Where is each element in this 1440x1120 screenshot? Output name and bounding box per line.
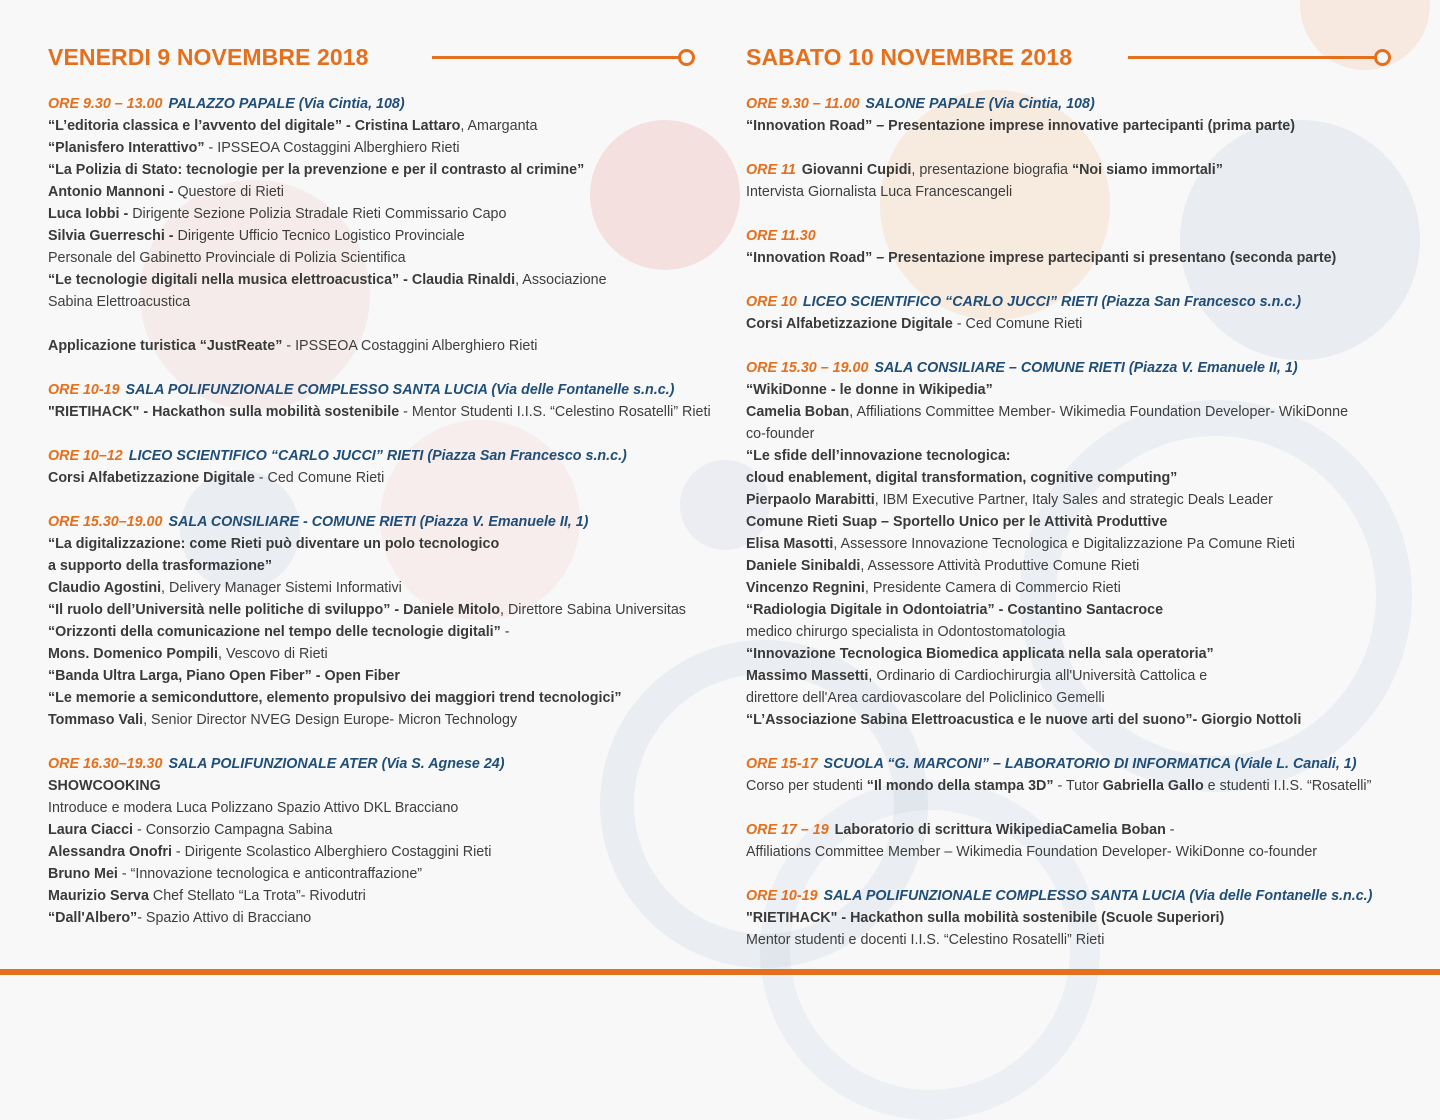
spacer: [746, 269, 1426, 291]
session-venue: SCUOLA “G. MARCONI” – LABORATORIO DI INFORMATICA (Viale L. Canali, 1): [823, 756, 1357, 772]
line-bold: “Dall'Albero”: [48, 910, 138, 926]
program-line: [48, 819, 708, 841]
session-venue: LICEO SCIENTIFICO “CARLO JUCCI” RIETI (Piazza San Francesco s.n.c.): [128, 448, 627, 464]
session-header-text: [746, 756, 1357, 772]
line-text: - Ced Comune Rieti: [952, 316, 1083, 332]
program-line: [746, 907, 1426, 929]
line-text: - Dirigente Scolastico Alberghiero Costaggini Rieti: [171, 844, 492, 860]
talk-title: “Noi siamo immortali”: [1071, 162, 1223, 178]
session-time: ORE 10: [746, 294, 797, 310]
line-bold: SHOWCOOKING: [48, 778, 161, 794]
program-line: [48, 115, 708, 137]
session-time: ORE 11.30: [746, 228, 816, 244]
session-time: ORE 15.30 – 19.00: [746, 360, 869, 376]
program-line: [746, 929, 1426, 951]
program-line: [746, 841, 1426, 863]
line-text: , Associazione: [515, 272, 607, 288]
program-line: [746, 533, 1426, 555]
session-header-text: [48, 756, 504, 772]
program-line: [48, 203, 708, 225]
line-text: - “Innovazione tecnologica e anticontraffazione”: [117, 866, 423, 882]
line-bold: “Orizzonti della comunicazione nel tempo delle tecnologie digitali”: [48, 624, 501, 640]
line-text: - Mentor Studenti I.I.S. “Celestino Rosatelli” Rieti: [399, 404, 711, 420]
program-line: [48, 577, 708, 599]
line-bold: “La Polizia di Stato: tecnologie per la prevenzione e per il contrasto al crimine”: [48, 162, 585, 178]
program-line: [746, 159, 1426, 181]
day-title: SABATO 10 NOVEMBRE 2018: [746, 44, 1073, 70]
day-column-saturday: [746, 0, 1426, 960]
line-text: Introduce e modera Luca Polizzano Spazio Attivo DKL Bracciano: [48, 800, 459, 816]
program-list: [48, 93, 711, 929]
line-bold: “Planisfero Interattivo”: [48, 140, 205, 156]
program-line: [48, 775, 708, 797]
spacer: [48, 313, 708, 335]
footer-bar: [0, 969, 1440, 975]
program-line: [746, 643, 1426, 665]
line-text: , Presidente Camera di Commercio Rieti: [864, 580, 1121, 596]
program-line: [746, 819, 1426, 841]
line-bold: Massimo Massetti: [746, 668, 869, 684]
session-header-text: [746, 294, 1301, 310]
line-text: Affiliations Committee Member – Wikimedia Foundation Developer- WikiDonne co-founder: [746, 844, 1318, 860]
line-bold: cloud enablement, digital transformation, cognitive computing”: [746, 470, 1178, 486]
session-venue: PALAZZO PAPALE (Via Cintia, 108): [168, 96, 405, 112]
line-bold: “L’editoria classica e l’avvento del digitale” - Cristina Lattaro: [48, 118, 461, 134]
program-line: [746, 775, 1426, 797]
program-line: [48, 555, 708, 577]
program-line: [746, 709, 1426, 731]
line-bold: Alessandra Onofri: [48, 844, 172, 860]
line-bold: Laura Ciacci: [48, 822, 134, 838]
program-line: [746, 401, 1426, 423]
program-line: [48, 885, 708, 907]
title-divider-dot: [1374, 49, 1391, 66]
session-venue: SALA POLIFUNZIONALE COMPLESSO SANTA LUCIA (Via delle Fontanelle s.n.c.): [125, 382, 675, 398]
line-bold: Silvia Guerreschi -: [48, 228, 174, 244]
line-text: , Delivery Manager Sistemi Informativi: [161, 580, 402, 596]
program-line: [48, 401, 711, 423]
spacer: [746, 203, 1426, 225]
session-venue: SALA POLIFUNZIONALE COMPLESSO SANTA LUCIA (Via delle Fontanelle s.n.c.): [823, 888, 1373, 904]
program-line: [48, 291, 708, 313]
line-bold: Elisa Masotti: [746, 536, 834, 552]
session-header: [48, 379, 708, 401]
session-header-text: [746, 360, 1298, 376]
program-line: [746, 181, 1426, 203]
line-bold: Camelia Boban: [746, 404, 850, 420]
line-bold: Comune Rieti Suap – Sportello Unico per le Attività Produttive: [746, 514, 1168, 530]
program-line: [746, 247, 1426, 269]
session-time: ORE 15.30–19.00: [48, 514, 163, 530]
session-header: [746, 357, 1426, 379]
program-line: [48, 687, 708, 709]
session-header-text: [48, 448, 627, 464]
line-bold: Maurizio Serva: [48, 888, 149, 904]
program-line: [48, 621, 708, 643]
session-time: ORE 10-19: [746, 888, 818, 904]
session-time: ORE 10-19: [48, 382, 120, 398]
title-divider-dot: [678, 49, 695, 66]
session-time: ORE 17 – 19: [746, 822, 829, 838]
line-text: co-founder: [746, 426, 815, 442]
day-title: VENERDI 9 NOVEMBRE 2018: [48, 44, 369, 70]
session-time: ORE 9.30 – 11.00: [746, 96, 860, 112]
title-divider: [1128, 56, 1376, 59]
line-bold: Mons. Domenico Pompili: [48, 646, 218, 662]
spacer: [48, 357, 708, 379]
session-time-wrap: [746, 162, 802, 178]
line-text: , presentazione biografia: [911, 162, 1072, 178]
session-header-text: [746, 228, 822, 244]
line-text: e studenti I.I.S. “Rosatelli”: [1203, 778, 1372, 794]
program-line: [48, 181, 708, 203]
title-divider: [432, 56, 680, 59]
program-line: [48, 269, 708, 291]
program-line: [746, 621, 1426, 643]
program-line: [48, 665, 708, 687]
spacer: [746, 137, 1426, 159]
session-header: [746, 93, 1426, 115]
program-line: [746, 115, 1426, 137]
line-text: Corso per studenti: [746, 778, 867, 794]
session-header: [746, 885, 1426, 907]
session-header-text: [746, 96, 1095, 112]
line-text: - Tutor: [1053, 778, 1103, 794]
line-text: -: [1165, 822, 1175, 838]
line-bold: Bruno Mei: [48, 866, 118, 882]
line-bold: “Il ruolo dell’Università nelle politiche di sviluppo” - Daniele Mitolo: [48, 602, 500, 618]
line-bold: “La digitalizzazione: come Rieti può diventare un polo tecnologico: [48, 536, 500, 552]
line-text: direttore dell'Area cardiovascolare del Policlinico Gemelli: [746, 690, 1105, 706]
program-line: [48, 247, 708, 269]
program-list: [746, 93, 1426, 951]
spacer: [746, 731, 1426, 753]
line-text: - Consorzio Campagna Sabina: [133, 822, 333, 838]
line-bold: “Le sfide dell’innovazione tecnologica:: [746, 448, 1011, 464]
line-bold: "RIETIHACK" - Hackathon sulla mobilità sostenibile (Scuole Superiori): [746, 910, 1225, 926]
program-line: [746, 511, 1426, 533]
session-header-text: [48, 382, 674, 398]
line-bold: “WikiDonne - le donne in Wikipedia”: [746, 382, 993, 398]
spacer: [48, 489, 708, 511]
line-bold: Daniele Sinibaldi: [746, 558, 861, 574]
program-line: [746, 445, 1426, 467]
session-header-text: [746, 888, 1372, 904]
program-line: [48, 137, 708, 159]
program-line: [48, 467, 708, 489]
session-venue: LICEO SCIENTIFICO “CARLO JUCCI” RIETI (Piazza San Francesco s.n.c.): [802, 294, 1301, 310]
line-text: , Senior Director NVEG Design Europe- Micron Technology: [143, 712, 518, 728]
line-bold: "RIETIHACK" - Hackathon sulla mobilità sostenibile: [48, 404, 400, 420]
line-text: , Assessore Attività Produttive Comune Rieti: [860, 558, 1140, 574]
spacer: [746, 335, 1426, 357]
line-bold: “L’Associazione Sabina Elettroacustica e le nuove arti del suono”- Giorgio Nottoli: [746, 712, 1302, 728]
line-text: , Vescovo di Rieti: [218, 646, 328, 662]
program-line: [48, 159, 708, 181]
program-line: [746, 423, 1426, 445]
line-text: - Spazio Attivo di Bracciano: [137, 910, 312, 926]
session-time: ORE 15-17: [746, 756, 818, 772]
program-line: [48, 841, 708, 863]
program-line: [48, 225, 708, 247]
session-venue: SALA CONSILIARE – COMUNE RIETI (Piazza V. Emanuele II, 1): [874, 360, 1298, 376]
program-line: [48, 335, 708, 357]
line-text: - IPSSEOA Costaggini Alberghiero Rieti: [282, 338, 538, 354]
line-text: Chef Stellato “La Trota”- Rivodutri: [148, 888, 366, 904]
line-text: - Ced Comune Rieti: [254, 470, 385, 486]
line-bold: “Innovation Road” – Presentazione imprese partecipanti si presentano (seconda parte): [746, 250, 1337, 266]
session-time-wrap: [746, 822, 835, 838]
talk-title: “Il mondo della stampa 3D”: [866, 778, 1054, 794]
line-bold: Tommaso Vali: [48, 712, 144, 728]
session-header-text: [48, 96, 405, 112]
line-bold: Luca Iobbi -: [48, 206, 129, 222]
session-header: [48, 511, 708, 533]
program-line: [48, 797, 708, 819]
session-header: [48, 753, 708, 775]
line-text: , Amarganta: [460, 118, 538, 134]
line-bold: “Innovation Road” – Presentazione imprese innovative partecipanti (prima parte): [746, 118, 1295, 134]
program-line: [746, 687, 1426, 709]
line-text: Personale del Gabinetto Provinciale di Polizia Scientifica: [48, 250, 406, 266]
line-bold: Pierpaolo Marabitti: [746, 492, 875, 508]
session-header: [746, 291, 1426, 313]
line-bold: “Le memorie a semiconduttore, elemento propulsivo dei maggiori trend tecnologici”: [48, 690, 622, 706]
line-text: , Ordinario di Cardiochirurgia all'Università Cattolica e: [868, 668, 1208, 684]
session-time: ORE 16.30–19.30: [48, 756, 163, 772]
session-venue: SALA CONSILIARE - COMUNE RIETI (Piazza V. Emanuele II, 1): [168, 514, 589, 530]
line-bold: “Banda Ultra Larga, Piano Open Fiber” - Open Fiber: [48, 668, 400, 684]
line-bold: “Radiologia Digitale in Odontoiatria” - Costantino Santacroce: [746, 602, 1164, 618]
session-time: ORE 10–12: [48, 448, 123, 464]
program-line: [48, 643, 708, 665]
program-line: [48, 709, 708, 731]
line-text: Questore di Rieti: [173, 184, 284, 200]
line-text: , Direttore Sabina Universitas: [500, 602, 686, 618]
day-column-friday: [48, 0, 711, 960]
line-bold: “Le tecnologie digitali nella musica elettroacustica” - Claudia Rinaldi: [48, 272, 516, 288]
line-text: medico chirurgo specialista in Odontostomatologia: [746, 624, 1066, 640]
line-text: -: [500, 624, 510, 640]
spacer: [48, 731, 708, 753]
session-header: [48, 445, 708, 467]
session-header: [746, 753, 1426, 775]
line-bold: Antonio Mannoni -: [48, 184, 174, 200]
line-text: - IPSSEOA Costaggini Alberghiero Rieti: [204, 140, 460, 156]
program-line: [746, 313, 1426, 335]
line-text: Dirigente Sezione Polizia Stradale Rieti Commissario Capo: [128, 206, 507, 222]
line-bold: “Innovazione Tecnologica Biomedica applicata nella sala operatoria”: [746, 646, 1214, 662]
session-time: ORE 9.30 – 13.00: [48, 96, 163, 112]
line-bold: Claudio Agostini: [48, 580, 162, 596]
line-bold: Corsi Alfabetizzazione Digitale: [746, 316, 953, 332]
session-header: [746, 225, 1426, 247]
line-text: Intervista Giornalista Luca Francescangeli: [746, 184, 1013, 200]
session-header: [48, 93, 708, 115]
speaker-name: Laboratorio di scrittura WikipediaCamelia Boban: [834, 822, 1166, 838]
program-line: [746, 599, 1426, 621]
program-line: [746, 467, 1426, 489]
session-venue: SALA POLIFUNZIONALE ATER (Via S. Agnese 24): [168, 756, 505, 772]
speaker-name: Gabriella Gallo: [1102, 778, 1204, 794]
program-line: [746, 555, 1426, 577]
session-time: ORE 11: [746, 162, 796, 178]
program-line: [48, 863, 708, 885]
spacer: [746, 863, 1426, 885]
spacer: [746, 797, 1426, 819]
program-line: [48, 599, 708, 621]
line-text: , Affiliations Committee Member- Wikimedia Foundation Developer- WikiDonne: [849, 404, 1349, 420]
spacer: [48, 423, 708, 445]
line-bold: a supporto della trasformazione”: [48, 558, 273, 574]
program-line: [746, 379, 1426, 401]
program-line: [746, 665, 1426, 687]
line-text: Mentor studenti e docenti I.I.S. “Celestino Rosatelli” Rieti: [746, 932, 1105, 948]
line-text: Dirigente Ufficio Tecnico Logistico Provinciale: [173, 228, 465, 244]
line-text: , IBM Executive Partner, Italy Sales and strategic Deals Leader: [874, 492, 1273, 508]
program-line: [48, 907, 708, 929]
session-venue: SALONE PAPALE (Via Cintia, 108): [865, 96, 1095, 112]
line-text: , Assessore Innovazione Tecnologica e Digitalizzazione Pa Comune Rieti: [833, 536, 1295, 552]
program-line: [746, 489, 1426, 511]
line-bold: Corsi Alfabetizzazione Digitale: [48, 470, 255, 486]
program-line: [746, 577, 1426, 599]
session-header-text: [48, 514, 588, 530]
line-bold: Vincenzo Regnini: [746, 580, 865, 596]
speaker-name: Giovanni Cupidi: [801, 162, 912, 178]
program-line: [48, 533, 708, 555]
line-text: Sabina Elettroacustica: [48, 294, 191, 310]
line-bold: Applicazione turistica “JustReate”: [48, 338, 283, 354]
